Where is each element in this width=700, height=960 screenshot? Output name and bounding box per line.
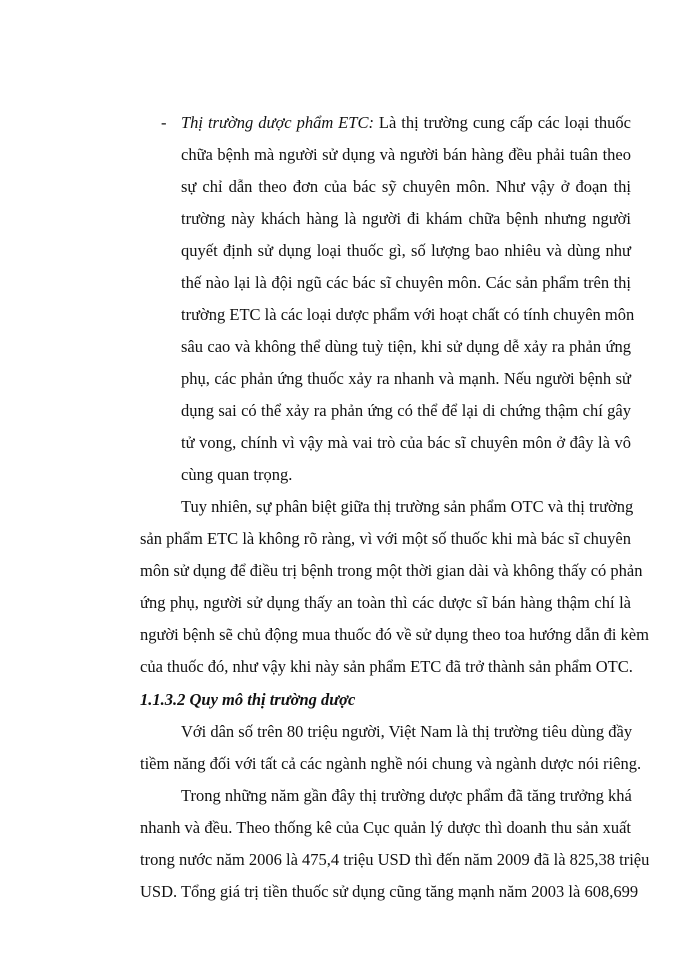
bullet-line: cùng quan trọng. <box>181 465 293 484</box>
bullet-line: chữa bệnh mà người sử dụng và người bán hàng đều phải tuân theo <box>181 145 631 164</box>
paragraph-line: Trong những năm gần đây thị trường dược phẩm đã tăng trưởng khá <box>181 786 632 805</box>
bullet-term: Thị trường dược phẩm ETC: <box>181 113 374 132</box>
paragraph-line: ứng phụ, người sử dụng thấy an toàn thì các dược sĩ bán hàng thậm chí là <box>140 593 631 612</box>
section-heading: 1.1.3.2 Quy mô thị trường dược <box>140 690 356 709</box>
paragraph-line: sản phẩm ETC là không rõ ràng, vì với một số thuốc khi mà bác sĩ chuyên <box>140 529 631 548</box>
paragraph-line: môn sử dụng để điều trị bệnh trong một thời gian dài và không thấy có phản <box>140 561 643 580</box>
bullet-line: sâu cao và không thể dùng tuỳ tiện, khi sử dụng dễ xảy ra phản ứng <box>181 337 631 356</box>
paragraph-line: USD. Tổng giá trị tiền thuốc sử dụng cũng tăng mạnh năm 2003 là 608,699 <box>140 882 639 901</box>
bullet-line-1 <box>181 113 631 133</box>
paragraph-line: trong nước năm 2006 là 475,4 triệu USD thì đến năm 2009 đã là 825,38 triệu <box>140 850 650 869</box>
bullet-line: phụ, các phản ứng thuốc xảy ra nhanh và mạnh. Nếu người bệnh sử <box>181 369 631 388</box>
paragraph-line: nhanh và đều. Theo thống kê của Cục quản lý dược thì doanh thu sản xuất <box>140 818 631 837</box>
bullet-line: thế nào lại là đội ngũ các bác sĩ chuyên môn. Các sản phẩm trên thị <box>181 273 631 292</box>
bullet-line: trường ETC là các loại dược phẩm với hoạt chất có tính chuyên môn <box>181 305 635 324</box>
bullet-line: dụng sai có thể xảy ra phản ứng có thể để lại di chứng thậm chí gây <box>181 401 631 420</box>
bullet-line: tử vong, chính vì vậy mà vai trò của bác sĩ chuyên môn ở đây là vô <box>181 433 631 452</box>
bullet-line: quyết định sử dụng loại thuốc gì, số lượng bao nhiêu và dùng như <box>181 241 631 260</box>
bullet-marker: - <box>161 113 167 132</box>
paragraph-line: của thuốc đó, như vậy khi này sản phẩm ETC đã trở thành sản phẩm OTC. <box>140 657 633 676</box>
paragraph-line: tiềm năng đối với tất cả các ngành nghề nói chung và ngành dược nói riêng. <box>140 754 642 773</box>
bullet-line: trường này khách hàng là người đi khám chữa bệnh nhưng người <box>181 209 631 228</box>
paragraph-line: Tuy nhiên, sự phân biệt giữa thị trường sản phẩm OTC và thị trường <box>181 497 634 516</box>
bullet-line: sự chỉ dẫn theo đơn của bác sỹ chuyên môn. Như vậy ở đoạn thị <box>181 177 631 196</box>
paragraph-line: Với dân số trên 80 triệu người, Việt Nam là thị trường tiêu dùng đầy <box>181 722 633 741</box>
paragraph-line: người bệnh sẽ chủ động mua thuốc đó về sử dụng theo toa hướng dẫn đi kèm <box>140 625 649 644</box>
bullet-line-1-text: Là thị trường cung cấp các loại thuốc <box>373 113 631 132</box>
